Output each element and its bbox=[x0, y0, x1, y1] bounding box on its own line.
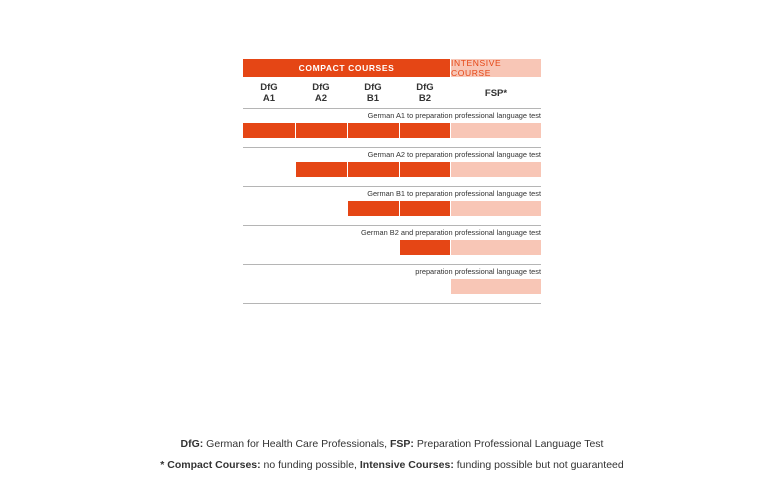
compact-course-segment bbox=[243, 123, 295, 138]
column-header-dfg-b2: DfG B2 bbox=[416, 82, 434, 104]
compact-course-segment bbox=[400, 123, 450, 138]
row-label: German B1 to preparation professional language test bbox=[367, 189, 541, 198]
compact-courses-header: COMPACT COURSES bbox=[243, 59, 450, 77]
intensive-course-segment bbox=[451, 201, 541, 216]
course-overview-chart bbox=[243, 59, 541, 309]
compact-course-segment bbox=[296, 162, 347, 177]
intensive-course-segment bbox=[451, 123, 541, 138]
compact-course-segment bbox=[400, 240, 450, 255]
intensive-course-segment bbox=[451, 240, 541, 255]
row-divider bbox=[243, 303, 541, 304]
column-header-dfg-a2: DfG A2 bbox=[312, 82, 330, 104]
legend-funding: * Compact Courses: no funding possible, Intensive Courses: funding possible but not guaranteed bbox=[160, 459, 624, 471]
row-divider bbox=[243, 186, 541, 187]
compact-course-segment bbox=[348, 123, 399, 138]
row-divider bbox=[243, 264, 541, 265]
row-label: German A2 to preparation professional language test bbox=[367, 150, 541, 159]
row-label: German B2 and preparation professional language test bbox=[361, 228, 541, 237]
row-divider bbox=[243, 147, 541, 148]
row-label: preparation professional language test bbox=[415, 267, 541, 276]
compact-course-segment bbox=[348, 162, 399, 177]
column-header-dfg-b1: DfG B1 bbox=[364, 82, 382, 104]
row-label: German A1 to preparation professional language test bbox=[367, 111, 541, 120]
row-divider bbox=[243, 108, 541, 109]
intensive-course-segment bbox=[451, 162, 541, 177]
row-divider bbox=[243, 225, 541, 226]
compact-course-segment bbox=[400, 162, 450, 177]
compact-course-segment bbox=[348, 201, 399, 216]
compact-course-segment bbox=[296, 123, 347, 138]
compact-course-segment bbox=[400, 201, 450, 216]
column-header-fsp: FSP* bbox=[484, 88, 508, 99]
intensive-course-header: INTENSIVE COURSE bbox=[451, 59, 541, 77]
legend-abbreviations: DfG: German for Health Care Professionals, FSP: Preparation Professional Language Test bbox=[180, 438, 604, 450]
column-header-dfg-a1: DfG A1 bbox=[260, 82, 278, 104]
intensive-course-segment bbox=[451, 279, 541, 294]
